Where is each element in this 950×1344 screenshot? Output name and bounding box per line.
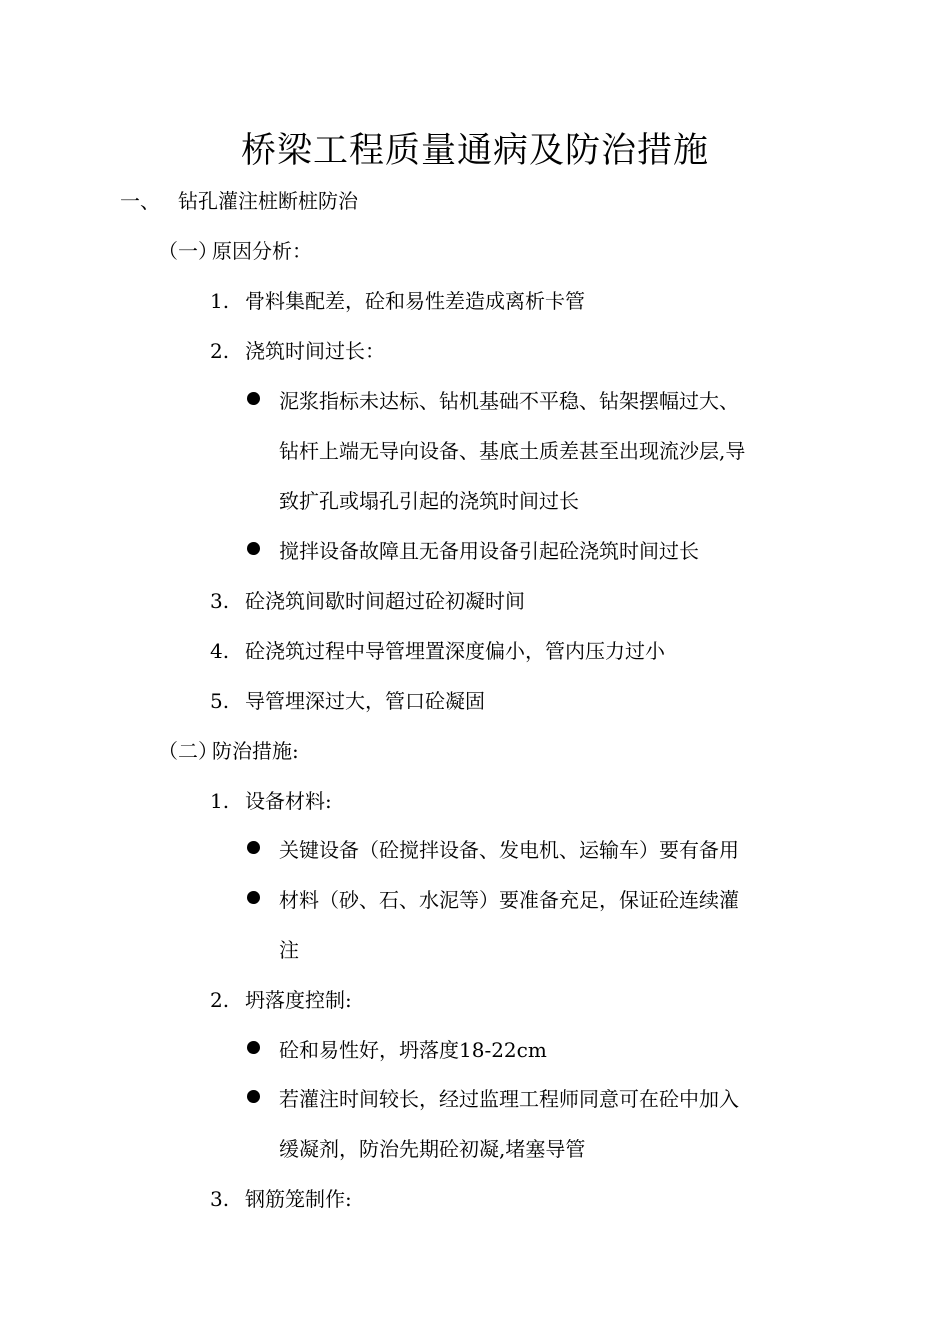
bullet-text-line: 泥浆指标未达标、钻机基础不平稳、钻架摆幅过大、 [279, 389, 739, 413]
list-item-measure-3 [210, 1184, 352, 1214]
list-item-measure-2 [210, 985, 352, 1015]
bullet-icon [247, 542, 260, 555]
list-number: 1. [210, 789, 230, 813]
list-item-text: 砼浇筑过程中导管埋置深度偏小，管内压力过小 [245, 639, 665, 663]
subsection-heading-text: 原因分析： [212, 239, 312, 263]
list-number: 2. [210, 988, 230, 1012]
list-item-cause-3 [210, 586, 525, 616]
bullet-text-line: 缓凝剂，防治先期砼初凝,堵塞导管 [279, 1137, 586, 1161]
list-number: 4. [210, 639, 230, 663]
bullet-text-line: 致扩孔或塌孔引起的浇筑时间过长 [279, 489, 579, 513]
bullet-text-line: 材料（砂、石、水泥等）要准备充足，保证砼连续灌 [279, 888, 739, 912]
subsection-heading-causes [158, 236, 312, 266]
section-marker: 一、 [120, 189, 160, 213]
bullet-text-line: 钻杆上端无导向设备、基底土质差甚至出现流沙层,导 [279, 439, 746, 463]
list-number: 1. [210, 289, 230, 313]
list-item-cause-4 [210, 636, 665, 666]
bullet-text-line: 注 [279, 938, 299, 962]
list-item-text: 钢筋笼制作: [245, 1187, 352, 1211]
section-heading [120, 186, 358, 216]
list-number: 2. [210, 339, 230, 363]
bullet-icon [247, 1041, 260, 1054]
bullet-text-line: 若灌注时间较长，经过监理工程师同意可在砼中加入 [279, 1087, 739, 1111]
document-title: 桥梁工程质量通病及防治措施 [240, 131, 709, 171]
list-item-cause-5 [210, 686, 485, 716]
bullet-icon [247, 1090, 260, 1103]
subsection-heading-text: 防治措施: [212, 739, 299, 763]
list-item-text: 导管埋深过大，管口砼凝固 [245, 689, 485, 713]
list-item-text: 砼浇筑间歇时间超过砼初凝时间 [245, 589, 525, 613]
bullet-text-line: 关键设备（砼搅拌设备、发电机、运输车）要有备用 [279, 838, 739, 862]
list-item-text: 坍落度控制: [245, 988, 352, 1012]
list-number: 5. [210, 689, 230, 713]
bullet-icon [247, 891, 260, 904]
bullet-icon [247, 392, 260, 405]
list-item-text: 浇筑时间过长： [245, 339, 385, 363]
list-item-cause-1 [210, 286, 585, 316]
section-heading-text: 钻孔灌注桩断桩防治 [178, 189, 358, 213]
bullet-text-line: 搅拌设备故障且无备用设备引起砼浇筑时间过长 [279, 539, 699, 563]
list-item-text: 骨料集配差，砼和易性差造成离析卡管 [245, 289, 585, 313]
subsection-marker: （二） [158, 739, 218, 763]
subsection-heading-measures [158, 736, 299, 766]
bullet-icon [247, 841, 260, 854]
bullet-text-line: 砼和易性好，坍落度18-22cm [279, 1038, 547, 1062]
list-number: 3. [210, 589, 230, 613]
subsection-marker: （一） [158, 239, 218, 263]
list-item-measure-1 [210, 786, 332, 816]
list-number: 3. [210, 1187, 230, 1211]
list-item-cause-2 [210, 336, 385, 366]
list-item-text: 设备材料: [245, 789, 332, 813]
